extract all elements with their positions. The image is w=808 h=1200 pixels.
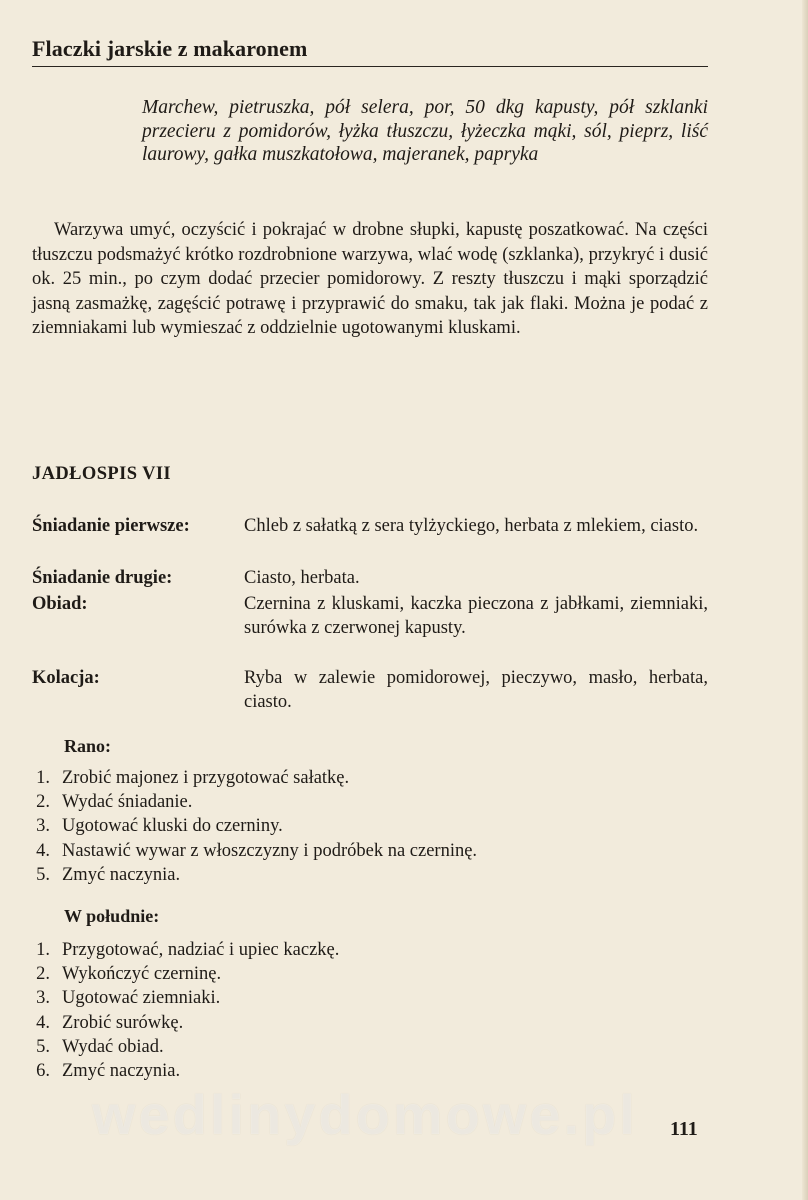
step-text: Przygotować, nadziać i upiec kaczkę. (62, 940, 340, 960)
step-text: Zrobić surówkę. (62, 1012, 184, 1033)
list-item (28, 839, 477, 863)
step-number: 3. (36, 816, 50, 837)
list-item (28, 1011, 339, 1035)
list-item (28, 766, 477, 790)
meal-label: Śniadanie pierwsze: (32, 516, 190, 536)
step-number: 6. (36, 1061, 50, 1082)
step-number: 4. (36, 1012, 50, 1033)
noon-title: W południe: (64, 906, 160, 926)
list-item (28, 938, 339, 962)
step-number: 5. (36, 864, 50, 885)
meal-description: Czernina z kluskami, kaczka pieczona z jabłkami, ziemniaki, surówka z czerwonej kapusty. (244, 594, 708, 638)
step-number: 4. (36, 840, 50, 861)
meal-label: Śniadanie drugie: (32, 568, 173, 588)
step-number: 3. (36, 988, 50, 1009)
watermark: wedlinydomowe.pl (92, 1083, 638, 1146)
meal-label: Kolacja: (32, 668, 100, 688)
step-text: Ugotować ziemniaki. (62, 988, 221, 1009)
meal-description: Ryba w zalewie pomidorowej, pieczywo, masło, herbata, ciasto. (244, 668, 708, 712)
meal-description: Ciasto, herbata. (244, 568, 360, 588)
step-number: 5. (36, 1036, 50, 1057)
noon-steps (28, 938, 339, 1083)
step-text: Zmyć naczynia. (62, 1061, 181, 1082)
list-item (28, 1035, 339, 1059)
page-header (32, 36, 708, 67)
ingredients-text: Marchew, pietruszka, pół selera, por, 50 dkg kapusty, pół szklanki przecieru z pomidorów, łyżka tłuszczu, łyżeczka mąki, sól, pieprz, liść laurowy, gałka muszkatołowa, majeranek, papryka (142, 97, 708, 165)
instructions-text: Warzywa umyć, oczyścić i pokrajać w drobne słupki, kapustę poszatkować. Na części tłuszczu podsmażyć krótko rozdrobnione warzywa, wlać wodę (szklanka), przykryć i dusić ok. 25 min., po czym dodać przecier pomidorowy. Z reszty tłuszczu i mąki sporządzić jasną zasmażkę, zagęścić potrawę i przyprawić do smaku, tak jak flaki. Można je podać z ziemniakami lub wymieszać z oddzielnie ugotowanymi kluskami. (32, 220, 708, 338)
step-text: Wydać śniadanie. (62, 792, 193, 813)
page-edge (802, 0, 808, 1200)
step-text: Zmyć naczynia. (62, 864, 181, 885)
page-number: 111 (670, 1118, 698, 1140)
meal-label: Obiad: (32, 594, 88, 614)
list-item (28, 814, 477, 838)
step-text: Ugotować kluski do czerniny. (62, 816, 283, 837)
step-text: Nastawić wywar z włoszczyzny i podróbek na czerninę. (62, 840, 478, 861)
step-text: Wykończyć czerninę. (62, 964, 222, 985)
step-number: 1. (36, 768, 50, 788)
morning-title: Rano: (64, 736, 112, 756)
list-item (28, 986, 339, 1010)
step-number: 2. (36, 792, 50, 813)
meal-description: Chleb z sałatką z sera tylżyckiego, herbata z mlekiem, ciasto. (244, 516, 699, 536)
step-text: Zrobić majonez i przygotować sałatkę. (62, 768, 350, 788)
list-item (28, 1059, 339, 1083)
instructions-block (32, 218, 708, 341)
step-number: 1. (36, 940, 50, 960)
list-item (28, 863, 477, 887)
recipe-title: Flaczki jarskie z makaronem (32, 36, 308, 61)
step-text: Wydać obiad. (62, 1036, 164, 1057)
morning-steps (28, 766, 477, 887)
step-number: 2. (36, 964, 50, 985)
menu-title: JADŁOSPIS VII (32, 464, 172, 484)
list-item (28, 962, 339, 986)
ingredients-block (142, 96, 708, 167)
list-item (28, 790, 477, 814)
